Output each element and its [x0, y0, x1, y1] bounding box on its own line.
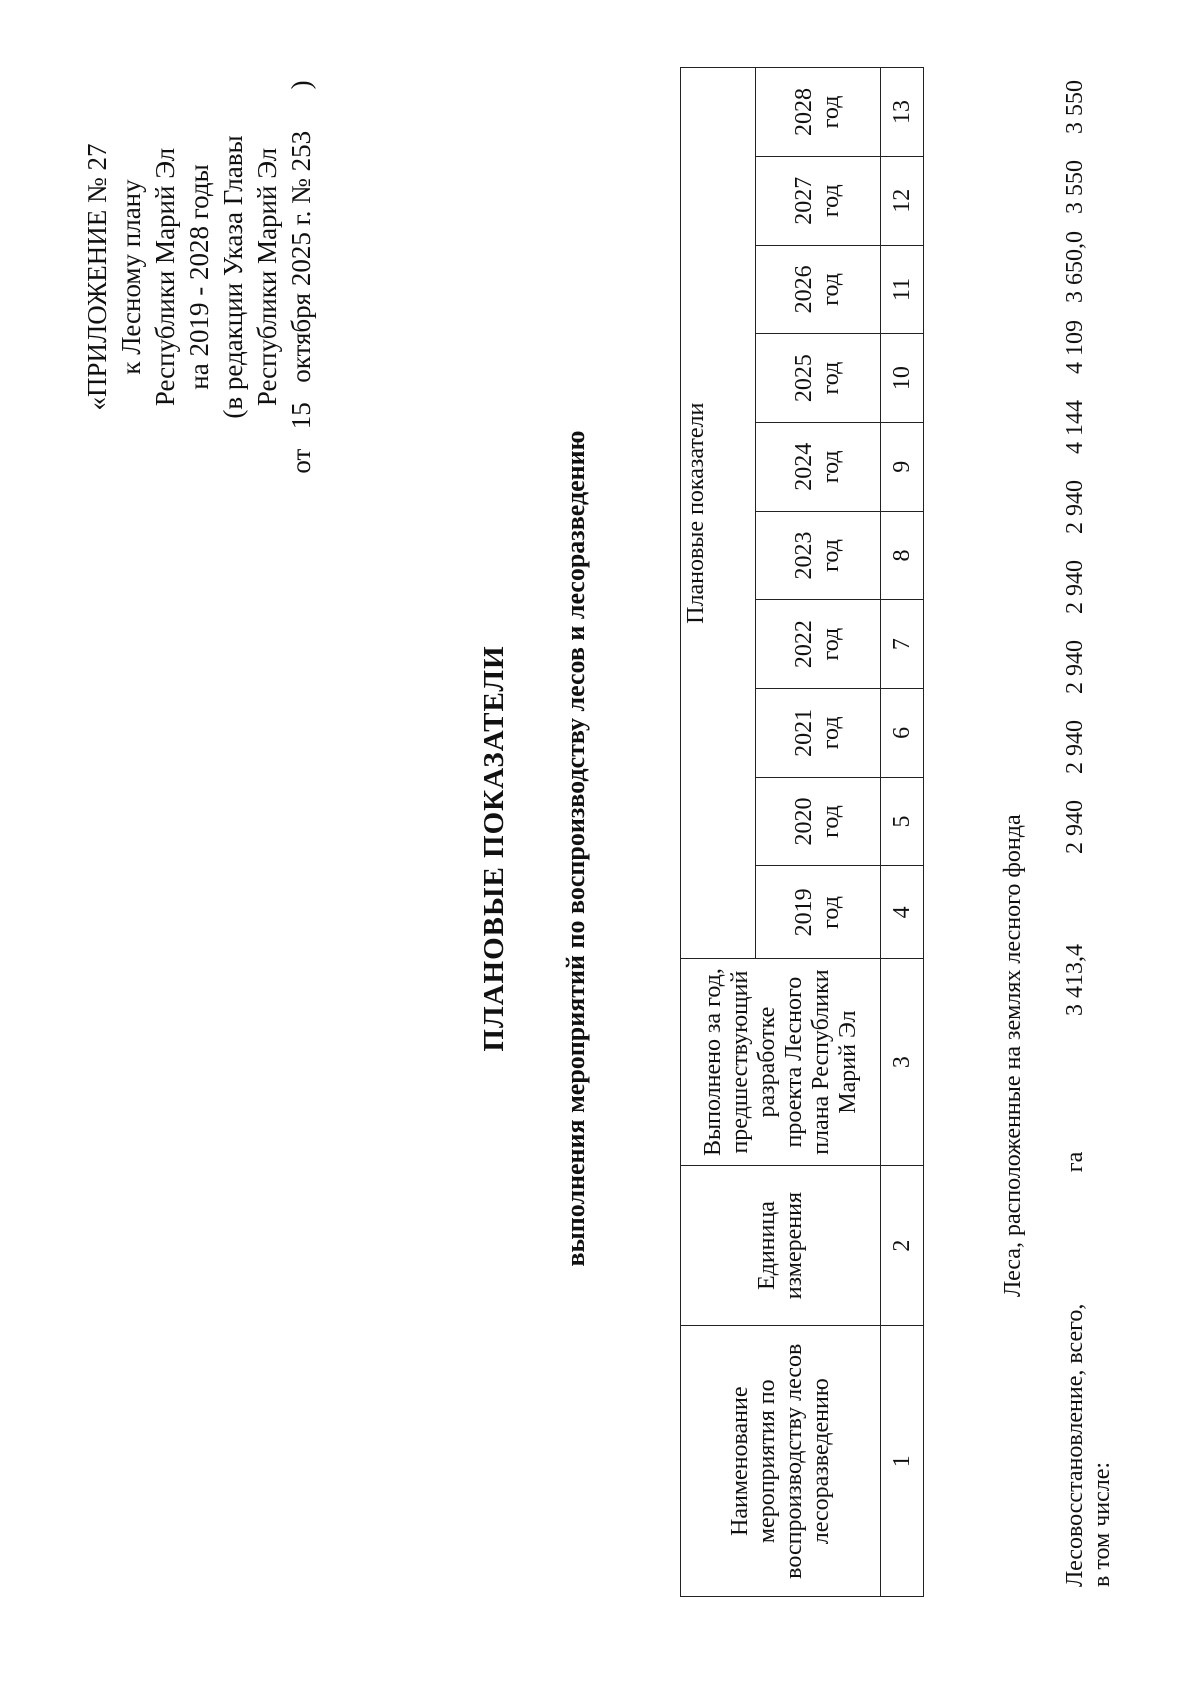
row-done-value: 3 413,4	[1062, 944, 1088, 1016]
header-year: 2021 год	[756, 688, 881, 777]
header-year: 2020 год	[756, 777, 881, 866]
column-number: 13	[881, 68, 924, 157]
header-year: 2028 год	[756, 68, 881, 157]
row-plan-value: 2 940	[1062, 800, 1088, 854]
column-number: 1	[881, 1326, 924, 1597]
header-plan-group: Плановые показатели	[681, 68, 756, 959]
appendix-date-prefix: от	[286, 448, 316, 474]
row-plan-value: 2 940	[1062, 480, 1088, 534]
appendix-line-5: (в редакции Указа Главы	[218, 135, 248, 419]
appendix-line-2: к Лесному плану	[116, 179, 146, 375]
appendix-day: 15	[286, 402, 316, 430]
column-number: 4	[881, 866, 924, 959]
appendix-close-paren: )	[286, 80, 316, 90]
column-number: 9	[881, 422, 924, 511]
appendix-line-3: Республики Марий Эл	[150, 147, 180, 407]
appendix-header	[80, 57, 318, 497]
column-number: 11	[881, 245, 924, 334]
column-number: 8	[881, 511, 924, 600]
row-plan-value: 2 940	[1062, 640, 1088, 694]
column-number: 7	[881, 600, 924, 689]
column-number: 12	[881, 156, 924, 245]
document-title: ПЛАНОВЫЕ ПОКАЗАТЕЛИ	[478, 645, 510, 1052]
header-done: Выполнено за год, предшествующий разработке проекта Лесного плана Республики Марий Эл	[681, 959, 881, 1165]
row-plan-value: 2 940	[1062, 560, 1088, 614]
column-number: 3	[881, 959, 924, 1165]
column-number: 6	[881, 688, 924, 777]
header-year: 2019 год	[756, 866, 881, 959]
column-number: 2	[881, 1165, 924, 1326]
row-plan-value: 3 550	[1062, 160, 1088, 214]
header-year: 2024 год	[756, 422, 881, 511]
column-number: 10	[881, 334, 924, 423]
row-plan-value: 3 550	[1062, 80, 1088, 134]
header-year: 2027 год	[756, 156, 881, 245]
header-unit: Единица измерения	[681, 1165, 881, 1326]
section-label: Леса, расположенные на землях лесного фонда	[1000, 814, 1026, 1297]
row-measure-name: Лесовосстановление, всего, в том числе:	[1062, 1303, 1115, 1587]
row-plan-value: 4 109	[1062, 320, 1088, 374]
header-measure-name: Наименование мероприятия по воспроизводству лесов лесоразведению	[681, 1326, 881, 1597]
appendix-month-year: октября 2025 г. №	[286, 178, 316, 383]
table-column-numbers-row	[881, 68, 924, 1597]
appendix-decree-line	[284, 57, 318, 497]
row-plan-value: 3 650,0	[1062, 231, 1088, 303]
plan-table	[680, 67, 924, 1597]
appendix-number: 253	[286, 130, 316, 172]
header-year: 2023 год	[756, 511, 881, 600]
appendix-line-4: на 2019 - 2028 годы	[184, 164, 214, 390]
appendix-line-1: «ПРИЛОЖЕНИЕ № 27	[82, 143, 112, 411]
row-plan-value: 2 940	[1062, 720, 1088, 774]
header-year: 2025 год	[756, 334, 881, 423]
row-plan-value: 4 144	[1062, 400, 1088, 454]
document-subtitle: выполнения мероприятий по воспроизводству лесов и лесоразведению	[561, 430, 590, 1267]
row-unit: га	[1062, 1151, 1088, 1173]
header-year: 2026 год	[756, 245, 881, 334]
column-number: 5	[881, 777, 924, 866]
appendix-line-6: Республики Марий Эл	[252, 147, 282, 407]
table-header-row-top	[681, 68, 756, 1597]
header-year: 2022 год	[756, 600, 881, 689]
